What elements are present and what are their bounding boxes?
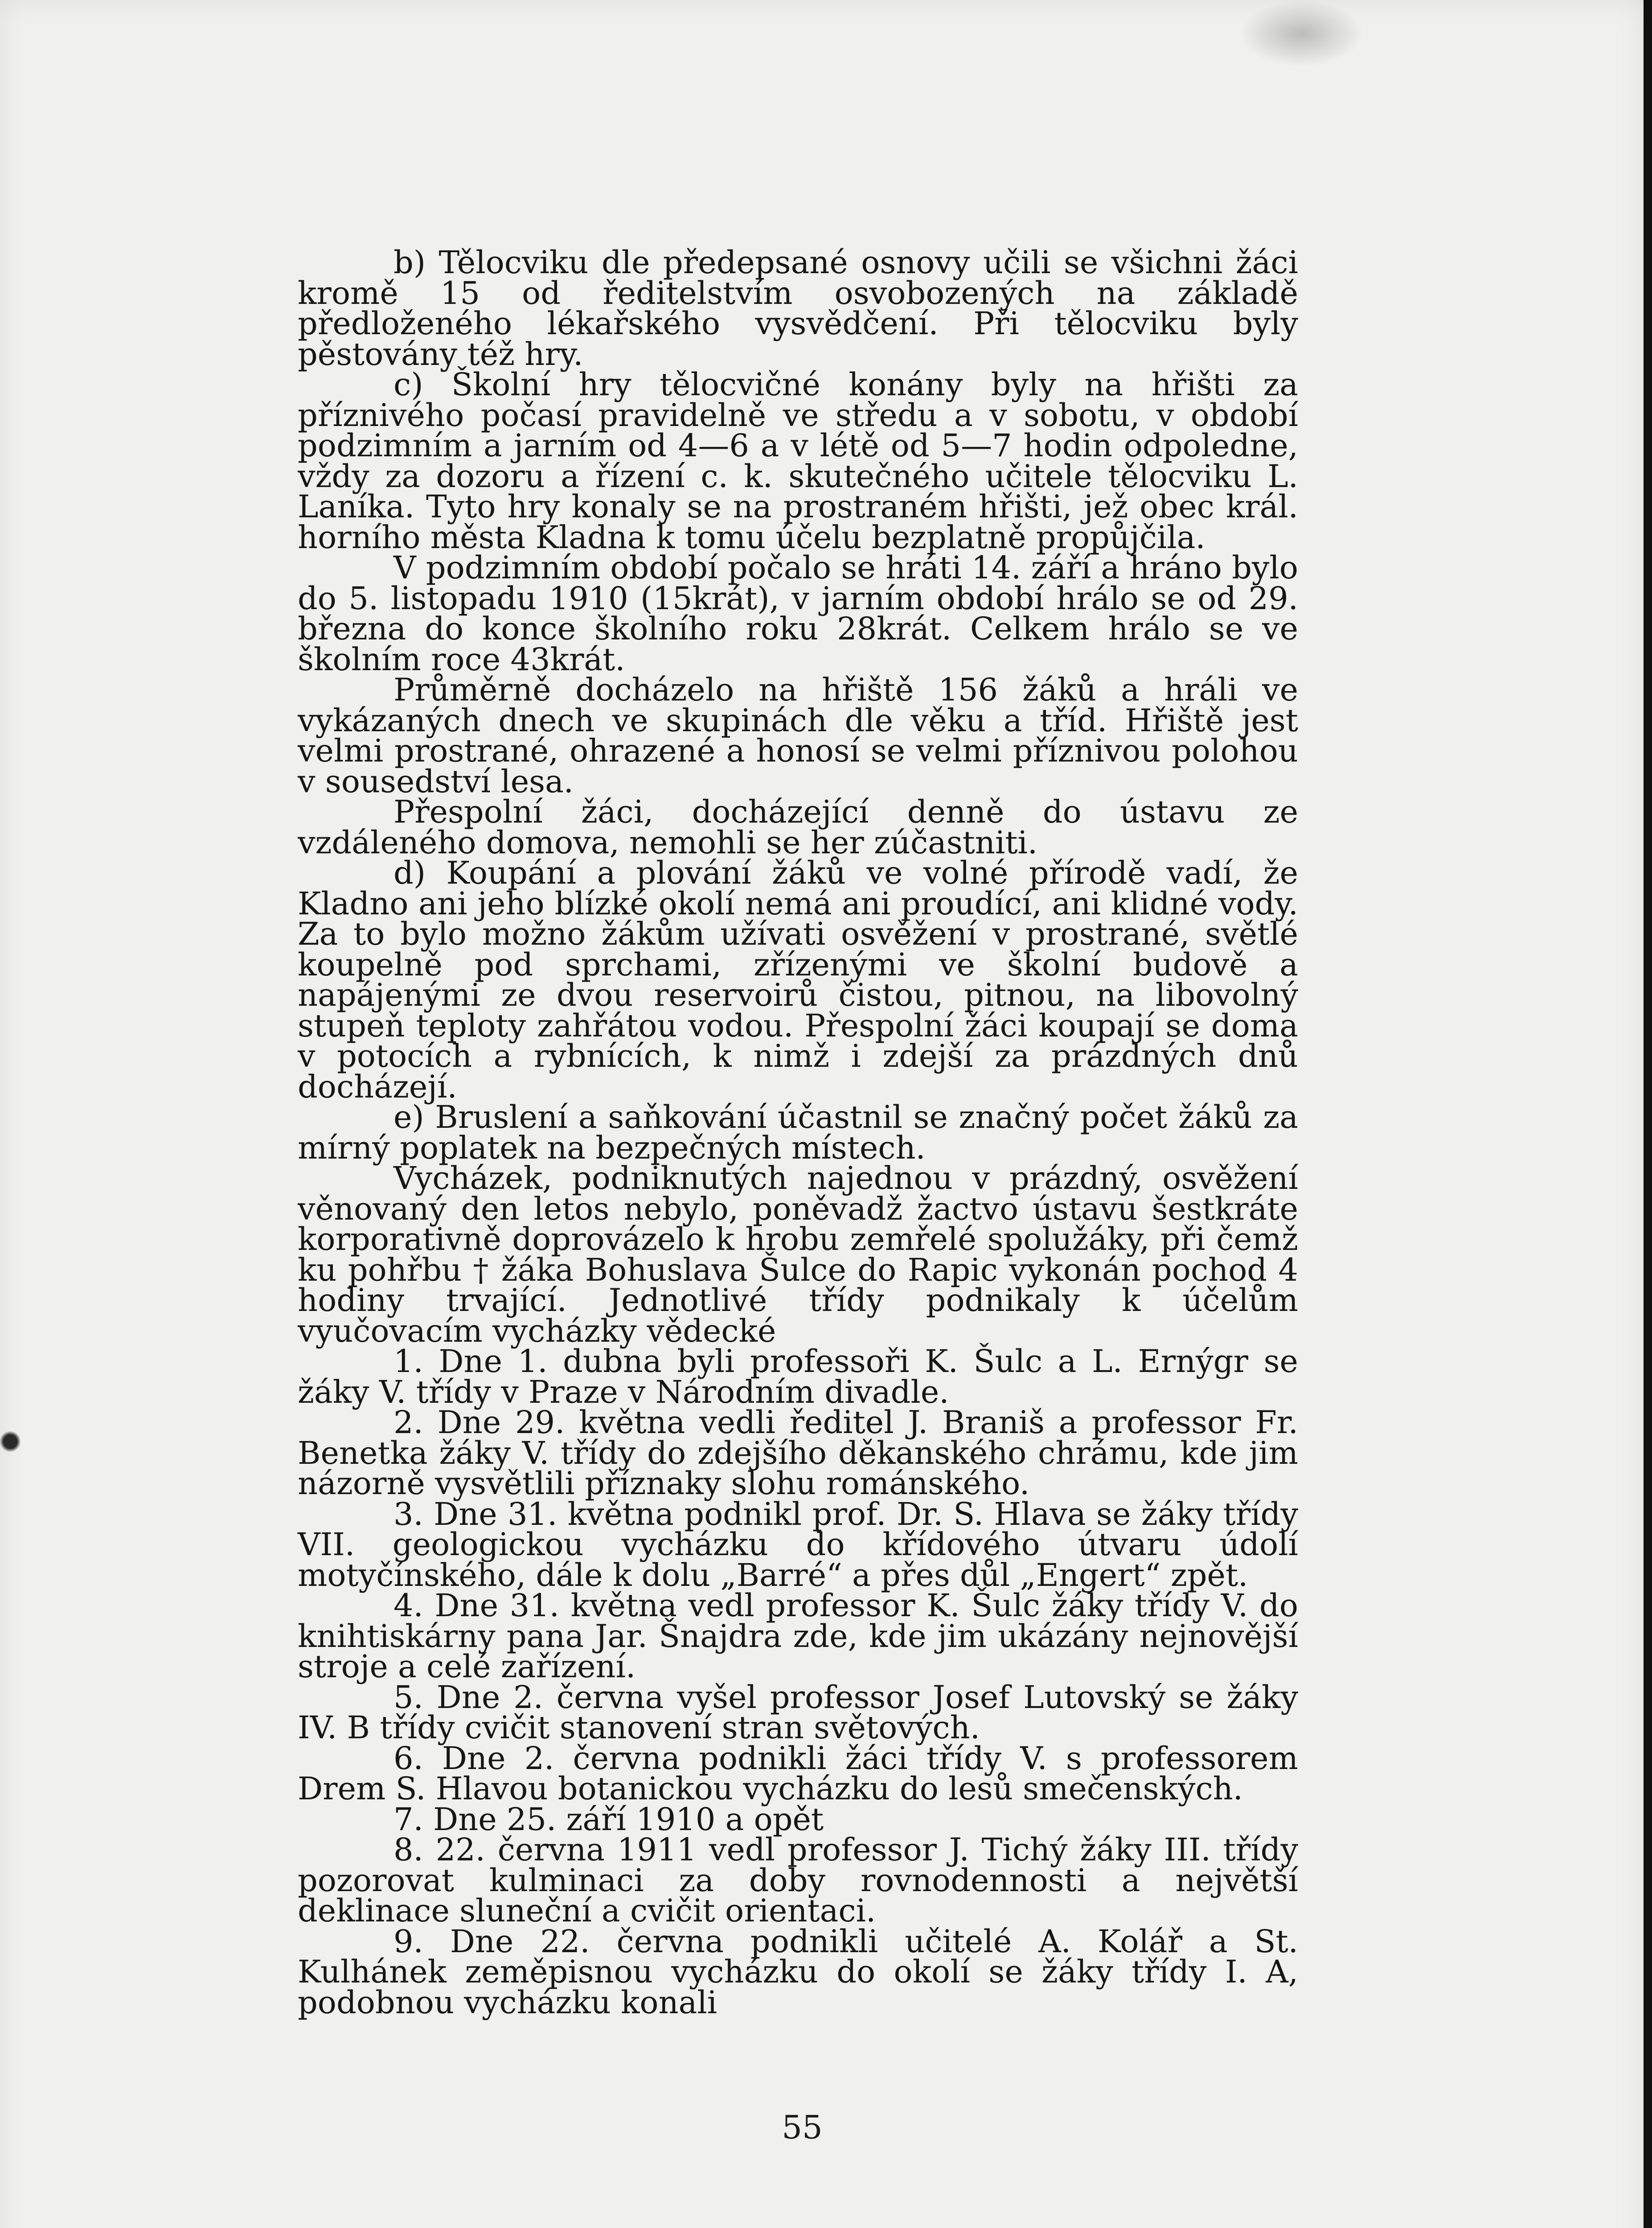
- list-item-4: 4. Dne 31. května vedl professor K. Šulc žáky třídy V. do knihtiskárny pana Jar. Šnajdra zde, kde jim ukázány nejnovější stroje a celé zařízení.: [298, 1587, 1298, 1685]
- paragraph-dochazka-hriste: Průměrně docházelo na hřiště 156 žáků a hráli ve vykázaných dnech ve skupinách dle věku a tříd. Hřiště jest velmi prostrané, ohrazené a honosí se velmi příznivou polohou v sousedství lesa.: [298, 672, 1298, 800]
- paragraph-koupani: d) Koupání a plování žáků ve volné přírodě vadí, že Kladno ani jeho blízké okolí nemá ani proudící, ani klidné vody. Za to bylo možno žákům užívati osvěžení v prostrané, světlé koupelně pod sprchami, zřízenými ve školní budově a napájenými ze dvou reservoirů čistou, pitnou, na libovolný stupeň teploty zahřátou vodou. Přespolní žáci koupají se doma v potocích a rybnících, k nimž i zdejší za prázdných dnů docházejí.: [298, 855, 1298, 1105]
- paragraph-vychazky: Vycházek, podniknutých najednou v prázdný, osvěžení věnovaný den letos nebylo, poněvadž žactvo ústavu šestkráte korporativně doprovázelo k hrobu zemřelé spolužáky, při čemž ku pohřbu † žáka Bohuslava Šulce do Rapic vykonán pochod 4 hodiny trvající. Jednotlivé třídy podnikaly k účelům vyučovacím vycházky vědecké: [298, 1160, 1298, 1349]
- paragraph-prespolni-zaci: Přespolní žáci, docházející denně do ústavu ze vzdáleného domova, nemohli se her zúčastniti.: [298, 794, 1298, 861]
- list-item-2: 2. Dne 29. května vedli ředitel J. Braniš a professor Fr. Benetka žáky V. třídy do zdejšího děkanského chrámu, kde jim názorně vysvětlili příznaky slohu románského.: [298, 1404, 1298, 1502]
- list-item-3: 3. Dne 31. května podnikl prof. Dr. S. Hlava se žáky třídy VII. geologickou vycházku do křídového útvaru údolí motyčínského, dále k dolu „Barré“ a přes důl „Engert“ zpět.: [298, 1495, 1298, 1593]
- list-item-6: 6. Dne 2. června podnikli žáci třídy V. s professorem Drem S. Hlavou botanickou vycházku do lesů smečenských.: [298, 1740, 1298, 1807]
- body-text: [298, 244, 1298, 2021]
- paragraph-brusleni: e) Bruslení a saňkování účastnil se značný počet žáků za mírný poplatek na bezpečných místech.: [298, 1099, 1298, 1166]
- paragraph-skolni-hry: c) Školní hry tělocvičné konány byly na hřišti za příznivého počasí pravidelně ve středu a v sobotu, v období podzimním a jarním od 4—6 a v létě od 5—7 hodin odpoledne, vždy za dozoru a řízení c. k. skutečného učitele tělocviku L. Laníka. Tyto hry konaly se na prostraném hřišti, jež obec král. horního města Kladna k tomu účelu bezplatně propůjčila.: [298, 366, 1298, 556]
- page-number: 55: [782, 2109, 823, 2146]
- paragraph-telocvik: b) Tělocviku dle předepsané osnovy učili se všichni žáci kromě 15 od ředitelstvím osvobozených na základě předloženého lékařského vysvědčení. Při tělocviku byly pěstovány též hry.: [298, 244, 1298, 373]
- paragraph-podzimni-obdobi: V podzimním období počalo se hráti 14. září a hráno bylo do 5. listopadu 1910 (15krát), v jarním období hrálo se od 29. března do konce školního roku 28krát. Celkem hrálo se ve školním roce 43krát.: [298, 549, 1298, 678]
- list-item-7: 7. Dne 25. září 1910 a opět: [394, 1801, 824, 1838]
- list-item-1: 1. Dne 1. dubna byli professoři K. Šulc a L. Ernýgr se žáky V. třídy v Praze v Národním divadle.: [298, 1343, 1298, 1410]
- list-item-5: 5. Dne 2. června vyšel professor Josef Lutovský se žáky IV. B třídy cvičit stanovení stran světových.: [298, 1679, 1298, 1746]
- scan-border-right: [1644, 0, 1652, 2228]
- list-item-9: 9. Dne 22. června podnikli učitelé A. Kolář a St. Kulhánek zeměpisnou vycházku do okolí se žáky třídy I. A, podobnou vycházku konali: [298, 1923, 1298, 2021]
- punch-hole-mark: [0, 1430, 20, 1453]
- scan-smudge: [1239, 0, 1364, 67]
- list-item-8: 8. 22. června 1911 vedl professor J. Tichý žáky III. třídy pozorovat kulminaci za doby rovnodennosti a největší deklinace sluneční a cvičit orientaci.: [298, 1831, 1298, 1929]
